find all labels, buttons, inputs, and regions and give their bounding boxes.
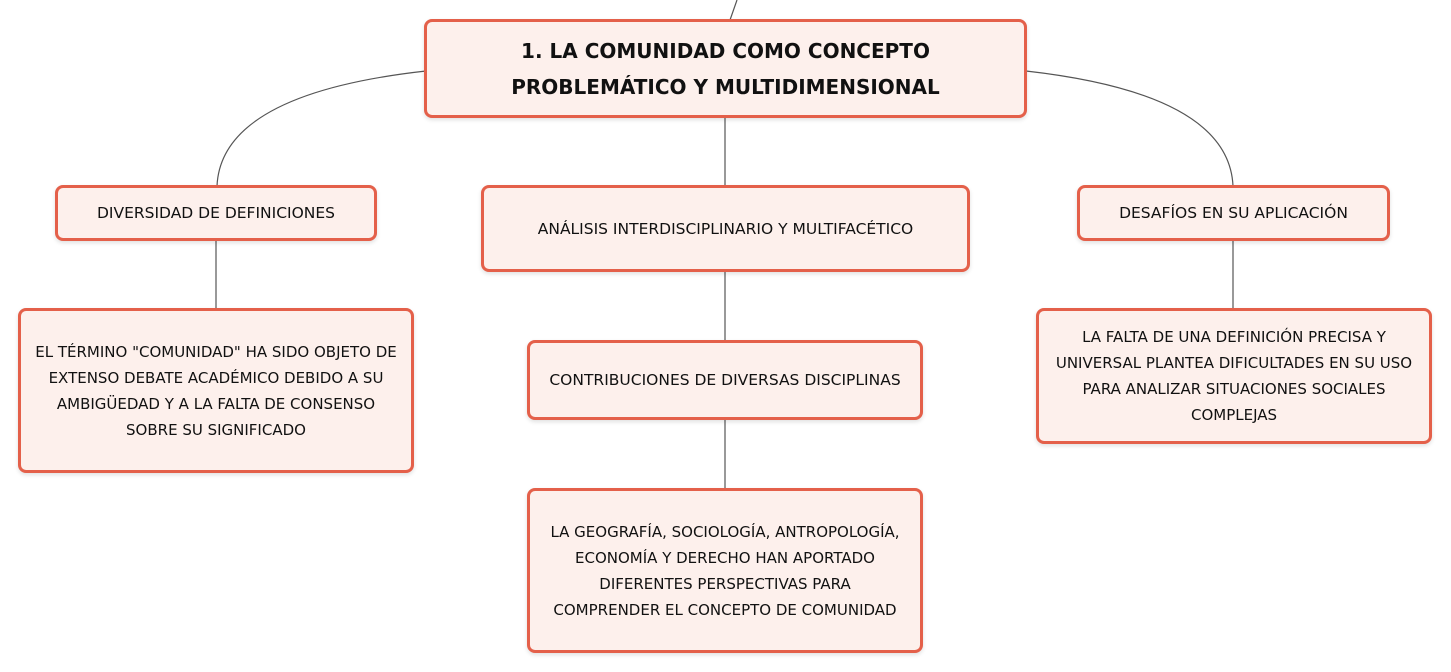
branch-node-diversity[interactable] — [55, 185, 377, 241]
connector-root-to-diversity — [217, 71, 426, 186]
root-node[interactable] — [424, 19, 1027, 118]
detail-node-diversity-text: EL TÉRMINO "COMUNIDAD" HA SIDO OBJETO DE EXTENSO DEBATE ACADÉMICO DEBIDO A SU AMBIGÜEDAD Y A LA FALTA DE CONSENSO SOBRE SU SIGNIFICADO — [35, 342, 397, 439]
branch-node-diversity-label: DIVERSIDAD DE DEFINICIONES — [96, 204, 336, 222]
connector-parent-to-root — [730, 0, 737, 20]
detail-node-challenges[interactable] — [1036, 308, 1432, 444]
sub-node-contributions-label: CONTRIBUCIONES DE DIVERSAS DISCIPLINAS — [549, 371, 901, 389]
branch-node-challenges-label: DESAFÍOS EN SU APLICACIÓN — [1119, 204, 1348, 222]
detail-node-challenges-text: LA FALTA DE UNA DEFINICIÓN PRECISA Y UNIVERSAL PLANTEA DIFICULTADES EN SU USO PARA ANALIZAR SITUACIONES SOCIALES COMPLEJAS — [1055, 328, 1413, 424]
root-node-label: 1. LA COMUNIDAD COMO CONCEPTO PROBLEMÁTICO Y MULTIDIMENSIONAL — [511, 38, 940, 99]
branch-node-challenges[interactable] — [1077, 185, 1390, 241]
detail-node-analysis-text: LA GEOGRAFÍA, SOCIOLOGÍA, ANTROPOLOGÍA, ECONOMÍA Y DERECHO HAN APORTADO DIFERENTES PERSPECTIVAS PARA COMPRENDER EL CONCEPTO DE COMUNIDAD — [550, 522, 900, 619]
detail-node-analysis[interactable] — [527, 488, 923, 653]
branch-node-analysis-label: ANÁLISIS INTERDISCIPLINARIO Y MULTIFACÉTICO — [537, 219, 914, 238]
branch-node-analysis[interactable] — [481, 185, 970, 272]
connector-root-to-challenges — [1026, 71, 1233, 186]
detail-node-diversity[interactable] — [18, 308, 414, 473]
sub-node-contributions[interactable] — [527, 340, 923, 420]
